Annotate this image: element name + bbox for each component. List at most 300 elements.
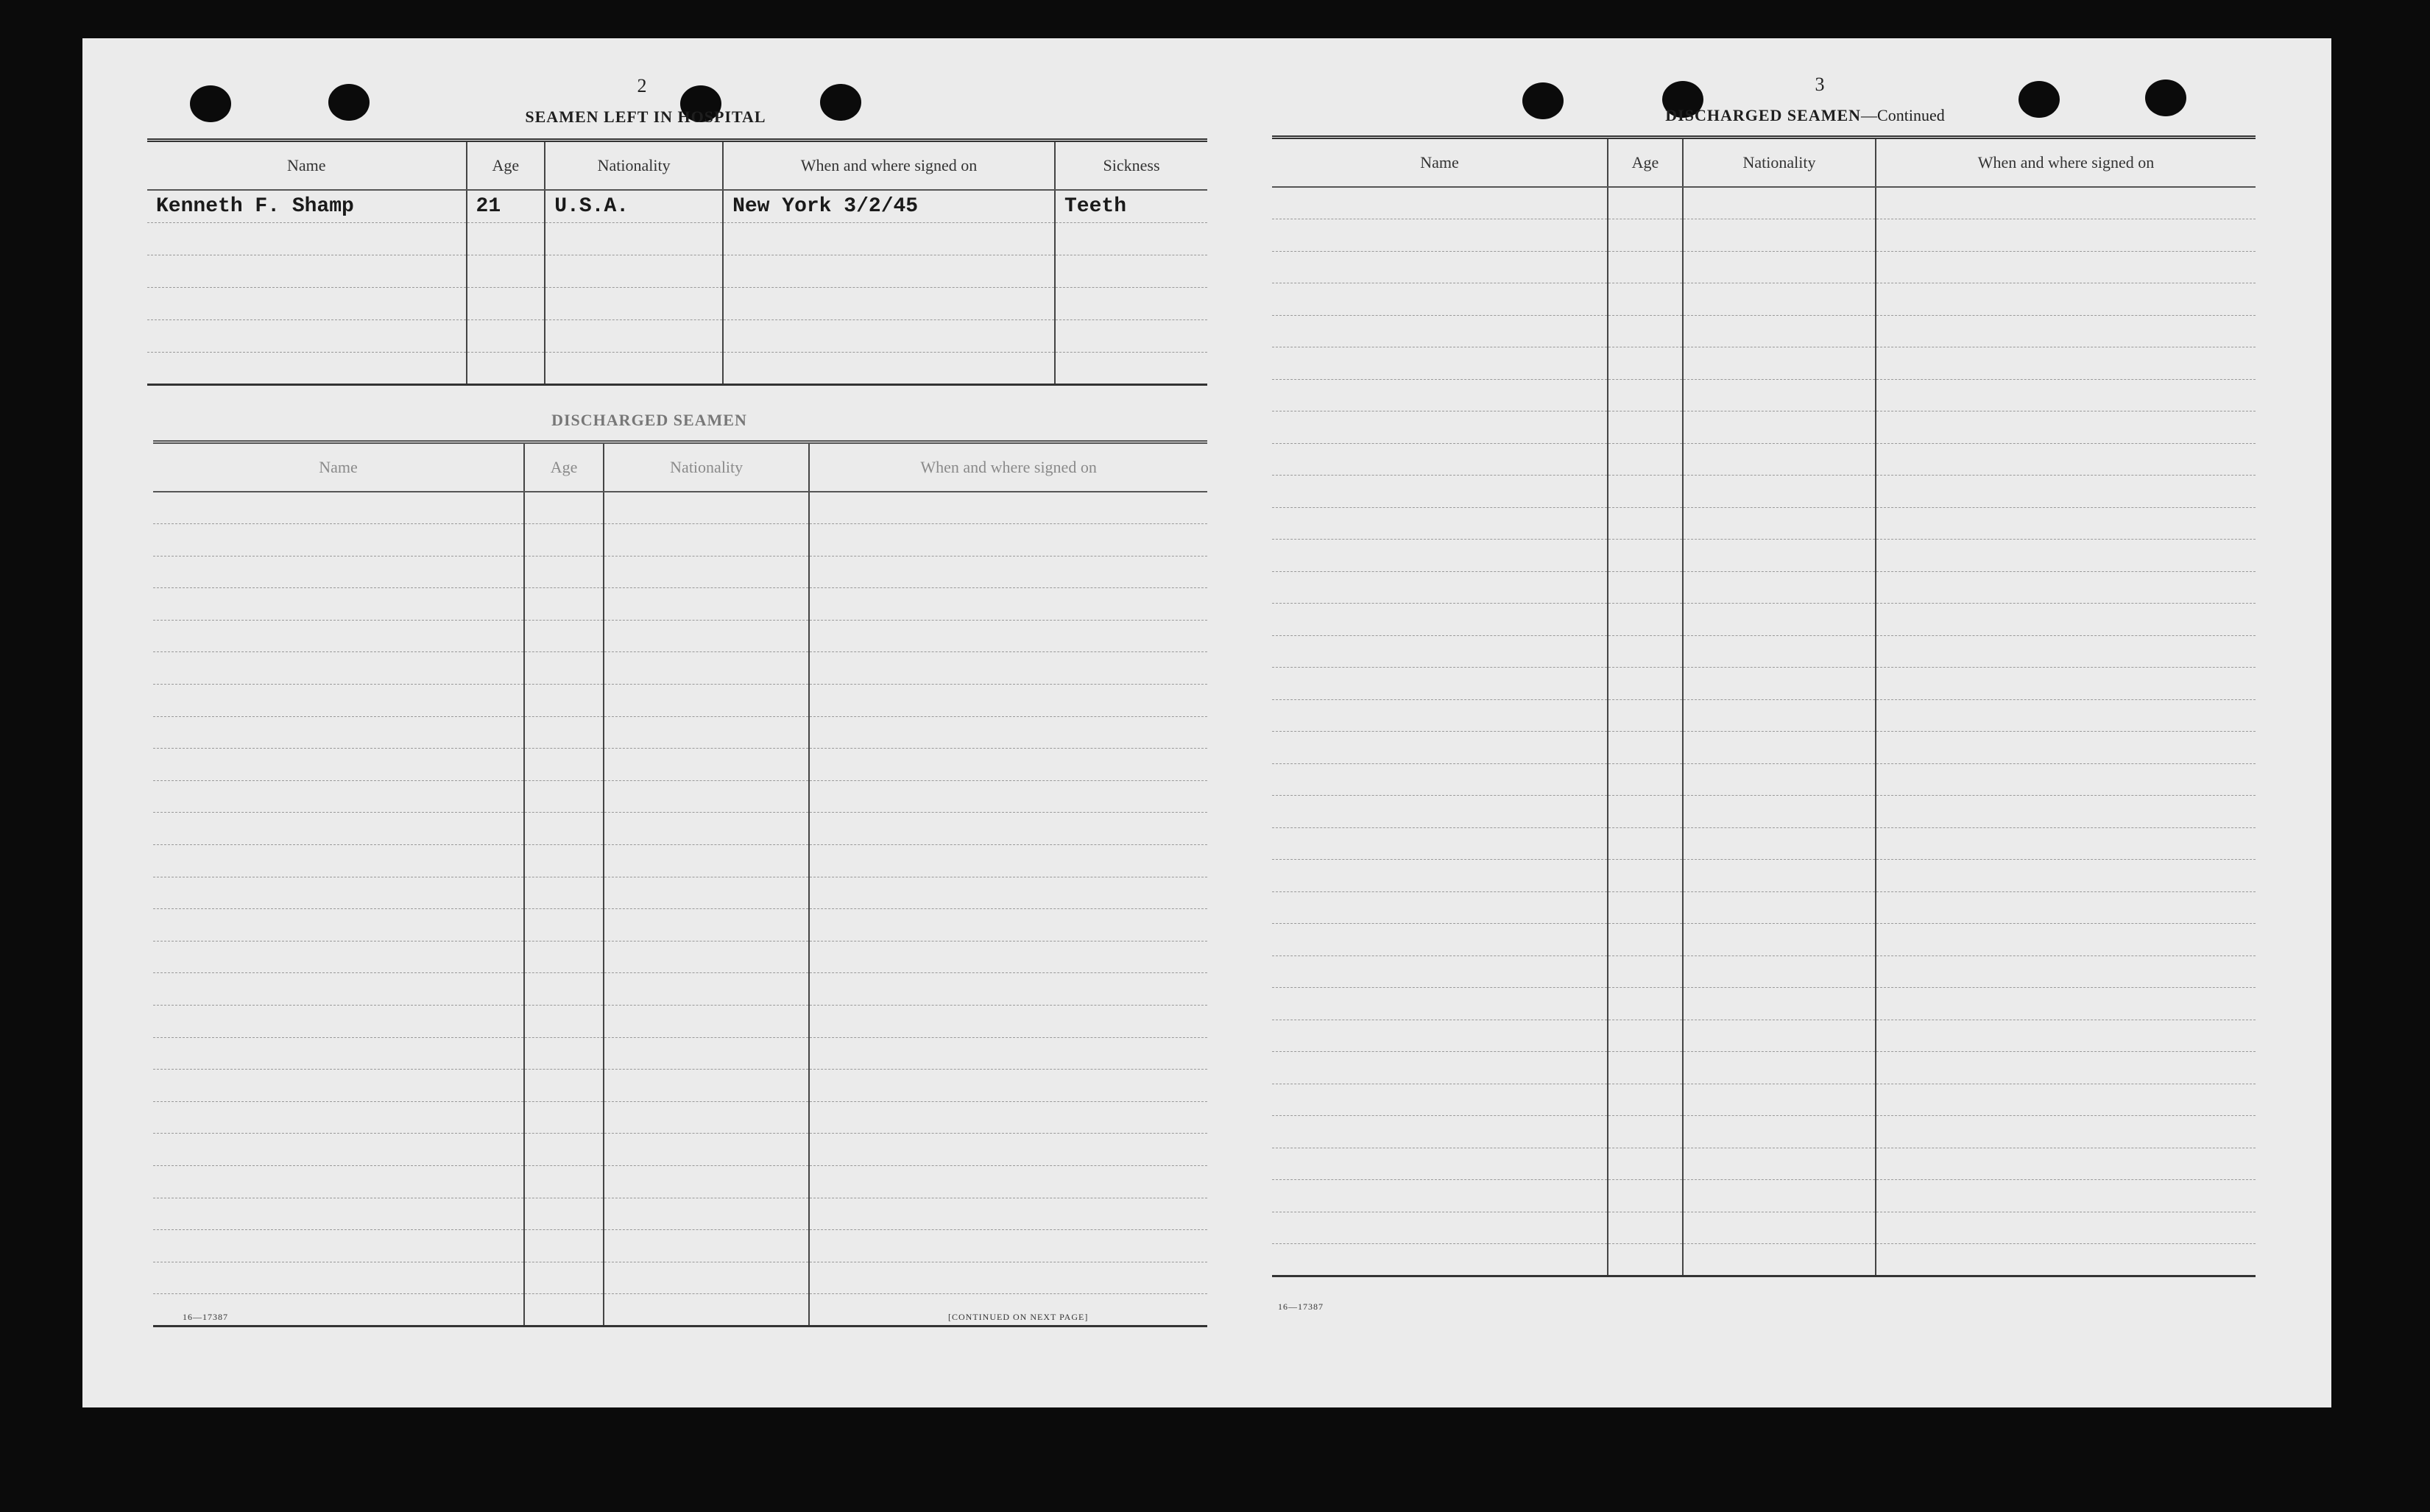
table-cell [809, 1101, 1207, 1134]
table-cell [1608, 315, 1683, 347]
binder-hole [820, 84, 861, 121]
table-cell [524, 1101, 604, 1134]
table-cell [1608, 924, 1683, 956]
table-cell [1272, 571, 1608, 604]
table-cell [524, 877, 604, 909]
table-cell [1608, 187, 1683, 219]
table-cell [524, 1198, 604, 1230]
table-cell [1876, 988, 2256, 1020]
table-cell [524, 973, 604, 1006]
table-cell [1272, 411, 1608, 444]
table-row [1272, 699, 2256, 732]
table-cell [1876, 668, 2256, 700]
table-row [1272, 476, 2256, 508]
table-cell [1876, 443, 2256, 476]
table-cell [1272, 219, 1608, 252]
discharged-continued-column-header: When and where signed on [1876, 138, 2256, 188]
table-row [153, 620, 1207, 652]
table-cell [1608, 347, 1683, 380]
table-cell [1683, 411, 1876, 444]
table-cell [153, 1101, 524, 1134]
table-cell [524, 1037, 604, 1070]
table-cell [545, 255, 723, 287]
table-row [1272, 443, 2256, 476]
ledger-sheet [82, 38, 2331, 1407]
continued-note: [CONTINUED ON NEXT PAGE] [948, 1312, 1089, 1322]
table-cell [604, 524, 809, 557]
table-cell [1876, 379, 2256, 411]
table-row [153, 1037, 1207, 1070]
table-cell [545, 287, 723, 319]
table-cell [153, 1198, 524, 1230]
table-row [153, 1006, 1207, 1038]
table-row [153, 652, 1207, 685]
table-cell [1608, 443, 1683, 476]
table-cell [723, 352, 1055, 384]
table-cell [524, 685, 604, 717]
table-cell [545, 352, 723, 384]
table-row [1272, 283, 2256, 316]
table-cell [1683, 251, 1876, 283]
table-row [153, 588, 1207, 621]
table-cell [524, 1294, 604, 1326]
table-row [153, 492, 1207, 524]
table-cell [1876, 315, 2256, 347]
table-row [1272, 1148, 2256, 1180]
table-row [147, 352, 1207, 384]
table-cell [467, 222, 545, 255]
table-cell [1876, 1244, 2256, 1276]
table-row [1272, 315, 2256, 347]
table-cell [604, 492, 809, 524]
table-cell [604, 1101, 809, 1134]
table-row [1272, 924, 2256, 956]
table-row [1272, 251, 2256, 283]
table-cell [809, 1134, 1207, 1166]
table-cell [809, 652, 1207, 685]
table-row [1272, 796, 2256, 828]
table-cell [1876, 891, 2256, 924]
table-row [1272, 379, 2256, 411]
table-row [1272, 860, 2256, 892]
table-cell [1608, 1020, 1683, 1052]
table-row [153, 973, 1207, 1006]
table-cell [1055, 319, 1207, 352]
table-cell [604, 716, 809, 749]
table-cell [1272, 604, 1608, 636]
table-cell [524, 1262, 604, 1294]
table-cell [1876, 507, 2256, 540]
table-cell [1876, 1180, 2256, 1212]
table-cell [809, 877, 1207, 909]
table-row [1272, 988, 2256, 1020]
table-row [1272, 1084, 2256, 1116]
table-cell [1608, 1084, 1683, 1116]
table-cell [809, 620, 1207, 652]
table-cell [1876, 347, 2256, 380]
table-cell [153, 973, 524, 1006]
table-cell [1683, 988, 1876, 1020]
table-cell [524, 780, 604, 813]
table-cell [1608, 635, 1683, 668]
table-cell [1272, 1052, 1608, 1084]
table-cell [1683, 860, 1876, 892]
table-cell [1272, 1020, 1608, 1052]
table-cell [1272, 1084, 1608, 1116]
table-cell [1683, 635, 1876, 668]
table-cell [1608, 699, 1683, 732]
table-cell [604, 1198, 809, 1230]
table-cell [1683, 732, 1876, 764]
table-cell [1683, 1052, 1876, 1084]
table-cell [1608, 1116, 1683, 1148]
hospital-column-header: Nationality [545, 141, 723, 191]
table-cell [1608, 1212, 1683, 1244]
table-row [153, 780, 1207, 813]
table-cell [604, 1006, 809, 1038]
binder-hole [1522, 82, 1564, 119]
table-cell [809, 749, 1207, 781]
table-cell [809, 1262, 1207, 1294]
table-cell [153, 780, 524, 813]
table-cell [1683, 827, 1876, 860]
table-cell [1272, 891, 1608, 924]
table-cell [809, 909, 1207, 942]
table-row [1272, 187, 2256, 219]
table-cell: Kenneth F. Shamp [147, 190, 467, 222]
table-cell: 21 [467, 190, 545, 222]
table-cell [1608, 604, 1683, 636]
table-row [1272, 827, 2256, 860]
table-cell [1608, 891, 1683, 924]
table-cell [147, 287, 467, 319]
table-cell [1683, 1116, 1876, 1148]
table-cell [1272, 347, 1608, 380]
table-cell [1876, 1148, 2256, 1180]
table-cell [153, 588, 524, 621]
table-cell [153, 1230, 524, 1262]
table-cell [809, 813, 1207, 845]
table-cell [1683, 604, 1876, 636]
table-cell [153, 877, 524, 909]
discharged-column-header: When and where signed on [809, 442, 1207, 492]
table-cell [153, 1006, 524, 1038]
table-cell [1272, 187, 1608, 219]
table-cell [604, 1070, 809, 1102]
table-cell: Teeth [1055, 190, 1207, 222]
discharged-column-header: Nationality [604, 442, 809, 492]
table-cell [1683, 187, 1876, 219]
table-cell [153, 1134, 524, 1166]
table-cell [604, 1037, 809, 1070]
table-cell [1272, 379, 1608, 411]
table-cell [1683, 347, 1876, 380]
table-cell [1055, 222, 1207, 255]
table-cell [604, 652, 809, 685]
table-cell [147, 255, 467, 287]
table-row [1272, 1244, 2256, 1276]
table-cell [1683, 955, 1876, 988]
table-row [153, 877, 1207, 909]
table-cell [809, 780, 1207, 813]
table-cell [1683, 668, 1876, 700]
table-cell [153, 620, 524, 652]
table-cell [1683, 699, 1876, 732]
table-cell [1608, 763, 1683, 796]
table-cell [524, 524, 604, 557]
table-row [147, 319, 1207, 352]
table-cell [1608, 1052, 1683, 1084]
table-cell [1683, 1020, 1876, 1052]
table-cell [1272, 860, 1608, 892]
table-cell [1272, 476, 1608, 508]
table-cell [1272, 924, 1608, 956]
table-cell [604, 780, 809, 813]
hospital-column-header: Name [147, 141, 467, 191]
table-cell [809, 556, 1207, 588]
table-row [1272, 411, 2256, 444]
table-cell [809, 716, 1207, 749]
table-cell [153, 909, 524, 942]
table-cell [467, 319, 545, 352]
table-cell [1876, 540, 2256, 572]
table-cell [1683, 924, 1876, 956]
table-cell [809, 524, 1207, 557]
table-cell [1683, 1148, 1876, 1180]
table-cell [524, 716, 604, 749]
table-row [153, 1134, 1207, 1166]
title-main: DISCHARGED SEAMEN [1665, 106, 1862, 124]
table-row [1272, 668, 2256, 700]
table-cell [723, 222, 1055, 255]
discharged-section-title: DISCHARGED SEAMEN [551, 411, 747, 429]
table-cell [1608, 1148, 1683, 1180]
table-cell [153, 556, 524, 588]
table-cell [1055, 287, 1207, 319]
table-cell: U.S.A. [545, 190, 723, 222]
table-cell [524, 652, 604, 685]
table-cell [604, 941, 809, 973]
table-cell [809, 941, 1207, 973]
table-row [1272, 1180, 2256, 1212]
table-cell [147, 222, 467, 255]
table-cell [524, 1134, 604, 1166]
table-cell [153, 813, 524, 845]
table-cell [809, 492, 1207, 524]
table-row [1272, 955, 2256, 988]
table-cell [809, 1230, 1207, 1262]
table-cell [1272, 1116, 1608, 1148]
table-cell [1683, 891, 1876, 924]
table-cell [153, 845, 524, 877]
table-cell [1272, 635, 1608, 668]
table-cell [524, 1070, 604, 1102]
table-cell [1272, 955, 1608, 988]
table-cell [1876, 251, 2256, 283]
discharged-column-header: Age [524, 442, 604, 492]
table-cell [809, 1006, 1207, 1038]
table-cell [604, 1165, 809, 1198]
table-cell [147, 319, 467, 352]
table-cell [1876, 796, 2256, 828]
table-row [1272, 1212, 2256, 1244]
table-cell [524, 1006, 604, 1038]
table-cell [153, 652, 524, 685]
table-cell [1608, 955, 1683, 988]
table-cell [545, 319, 723, 352]
form-number: 16—17387 [1278, 1301, 1324, 1312]
table-cell [604, 813, 809, 845]
table-cell [1608, 668, 1683, 700]
table-cell [1876, 1020, 2256, 1052]
table-cell [1876, 827, 2256, 860]
table-row [153, 1230, 1207, 1262]
table-cell [604, 1294, 809, 1326]
table-row [1272, 1116, 2256, 1148]
table-row [1272, 1052, 2256, 1084]
table-cell [524, 620, 604, 652]
table-row [147, 222, 1207, 255]
hospital-column-header: When and where signed on [723, 141, 1055, 191]
table-cell [1608, 507, 1683, 540]
table-cell [809, 845, 1207, 877]
table-cell [524, 588, 604, 621]
binder-hole [328, 84, 370, 121]
table-cell [153, 749, 524, 781]
binder-hole [2018, 81, 2060, 118]
table-row [1272, 347, 2256, 380]
table-cell [604, 749, 809, 781]
table-row [1272, 540, 2256, 572]
table-row [153, 909, 1207, 942]
table-cell [1876, 1212, 2256, 1244]
table-cell [1055, 352, 1207, 384]
table-row [153, 749, 1207, 781]
table-cell [524, 845, 604, 877]
table-row [1272, 571, 2256, 604]
table-row [153, 685, 1207, 717]
table-row [153, 813, 1207, 845]
table-cell [1608, 1244, 1683, 1276]
table-row [153, 845, 1207, 877]
table-cell [1608, 251, 1683, 283]
table-cell [524, 909, 604, 942]
table-row [1272, 507, 2256, 540]
table-cell [809, 1037, 1207, 1070]
table-cell [1876, 1052, 2256, 1084]
discharged-table-left [153, 440, 1207, 1327]
table-cell [1608, 1180, 1683, 1212]
table-cell [1683, 476, 1876, 508]
table-cell [1683, 1244, 1876, 1276]
table-row [153, 1070, 1207, 1102]
table-cell [1876, 411, 2256, 444]
table-row [147, 287, 1207, 319]
form-number: 16—17387 [183, 1312, 228, 1322]
table-row [147, 255, 1207, 287]
table-cell [723, 255, 1055, 287]
table-cell [524, 556, 604, 588]
table-cell [604, 909, 809, 942]
table-cell [1876, 924, 2256, 956]
table-cell [524, 749, 604, 781]
table-row [1272, 763, 2256, 796]
table-row [153, 524, 1207, 557]
table-cell [723, 319, 1055, 352]
hospital-table [147, 138, 1207, 386]
table-cell [467, 352, 545, 384]
table-row [1272, 604, 2256, 636]
table-cell [604, 1230, 809, 1262]
table-cell [604, 1134, 809, 1166]
table-cell: New York 3/2/45 [723, 190, 1055, 222]
binder-hole [2145, 80, 2186, 116]
table-cell [1608, 283, 1683, 316]
binder-hole [190, 85, 231, 122]
table-cell [1608, 796, 1683, 828]
table-cell [1055, 255, 1207, 287]
table-cell [1608, 860, 1683, 892]
table-cell [1876, 604, 2256, 636]
table-cell [1876, 763, 2256, 796]
table-row [153, 1262, 1207, 1294]
table-cell [604, 845, 809, 877]
table-row [1272, 1020, 2256, 1052]
table-cell [153, 941, 524, 973]
table-cell [1683, 1212, 1876, 1244]
table-row [1272, 635, 2256, 668]
table-cell [1876, 732, 2256, 764]
table-cell [524, 1165, 604, 1198]
table-row [147, 190, 1207, 222]
table-cell [604, 973, 809, 1006]
table-row [153, 716, 1207, 749]
table-cell [604, 556, 809, 588]
table-cell [1272, 1212, 1608, 1244]
table-cell [1272, 699, 1608, 732]
table-cell [1272, 315, 1608, 347]
table-cell [1876, 1084, 2256, 1116]
table-cell [524, 492, 604, 524]
table-cell [1272, 668, 1608, 700]
table-cell [809, 588, 1207, 621]
page-number: 2 [637, 75, 647, 96]
table-cell [1608, 379, 1683, 411]
table-cell [1272, 251, 1608, 283]
table-cell [524, 941, 604, 973]
table-cell [809, 1198, 1207, 1230]
table-cell [1272, 540, 1608, 572]
table-row [1272, 732, 2256, 764]
table-cell [1683, 796, 1876, 828]
table-cell [1272, 732, 1608, 764]
table-cell [1683, 507, 1876, 540]
table-cell [153, 524, 524, 557]
table-row [1272, 891, 2256, 924]
table-cell [1272, 1180, 1608, 1212]
table-cell [1272, 507, 1608, 540]
table-cell [1876, 219, 2256, 252]
table-cell [1683, 1084, 1876, 1116]
table-cell [1608, 540, 1683, 572]
table-cell [809, 1165, 1207, 1198]
table-cell [524, 813, 604, 845]
table-row [1272, 219, 2256, 252]
table-cell [1272, 1244, 1608, 1276]
table-cell [1608, 988, 1683, 1020]
table-cell [604, 588, 809, 621]
table-cell [723, 287, 1055, 319]
